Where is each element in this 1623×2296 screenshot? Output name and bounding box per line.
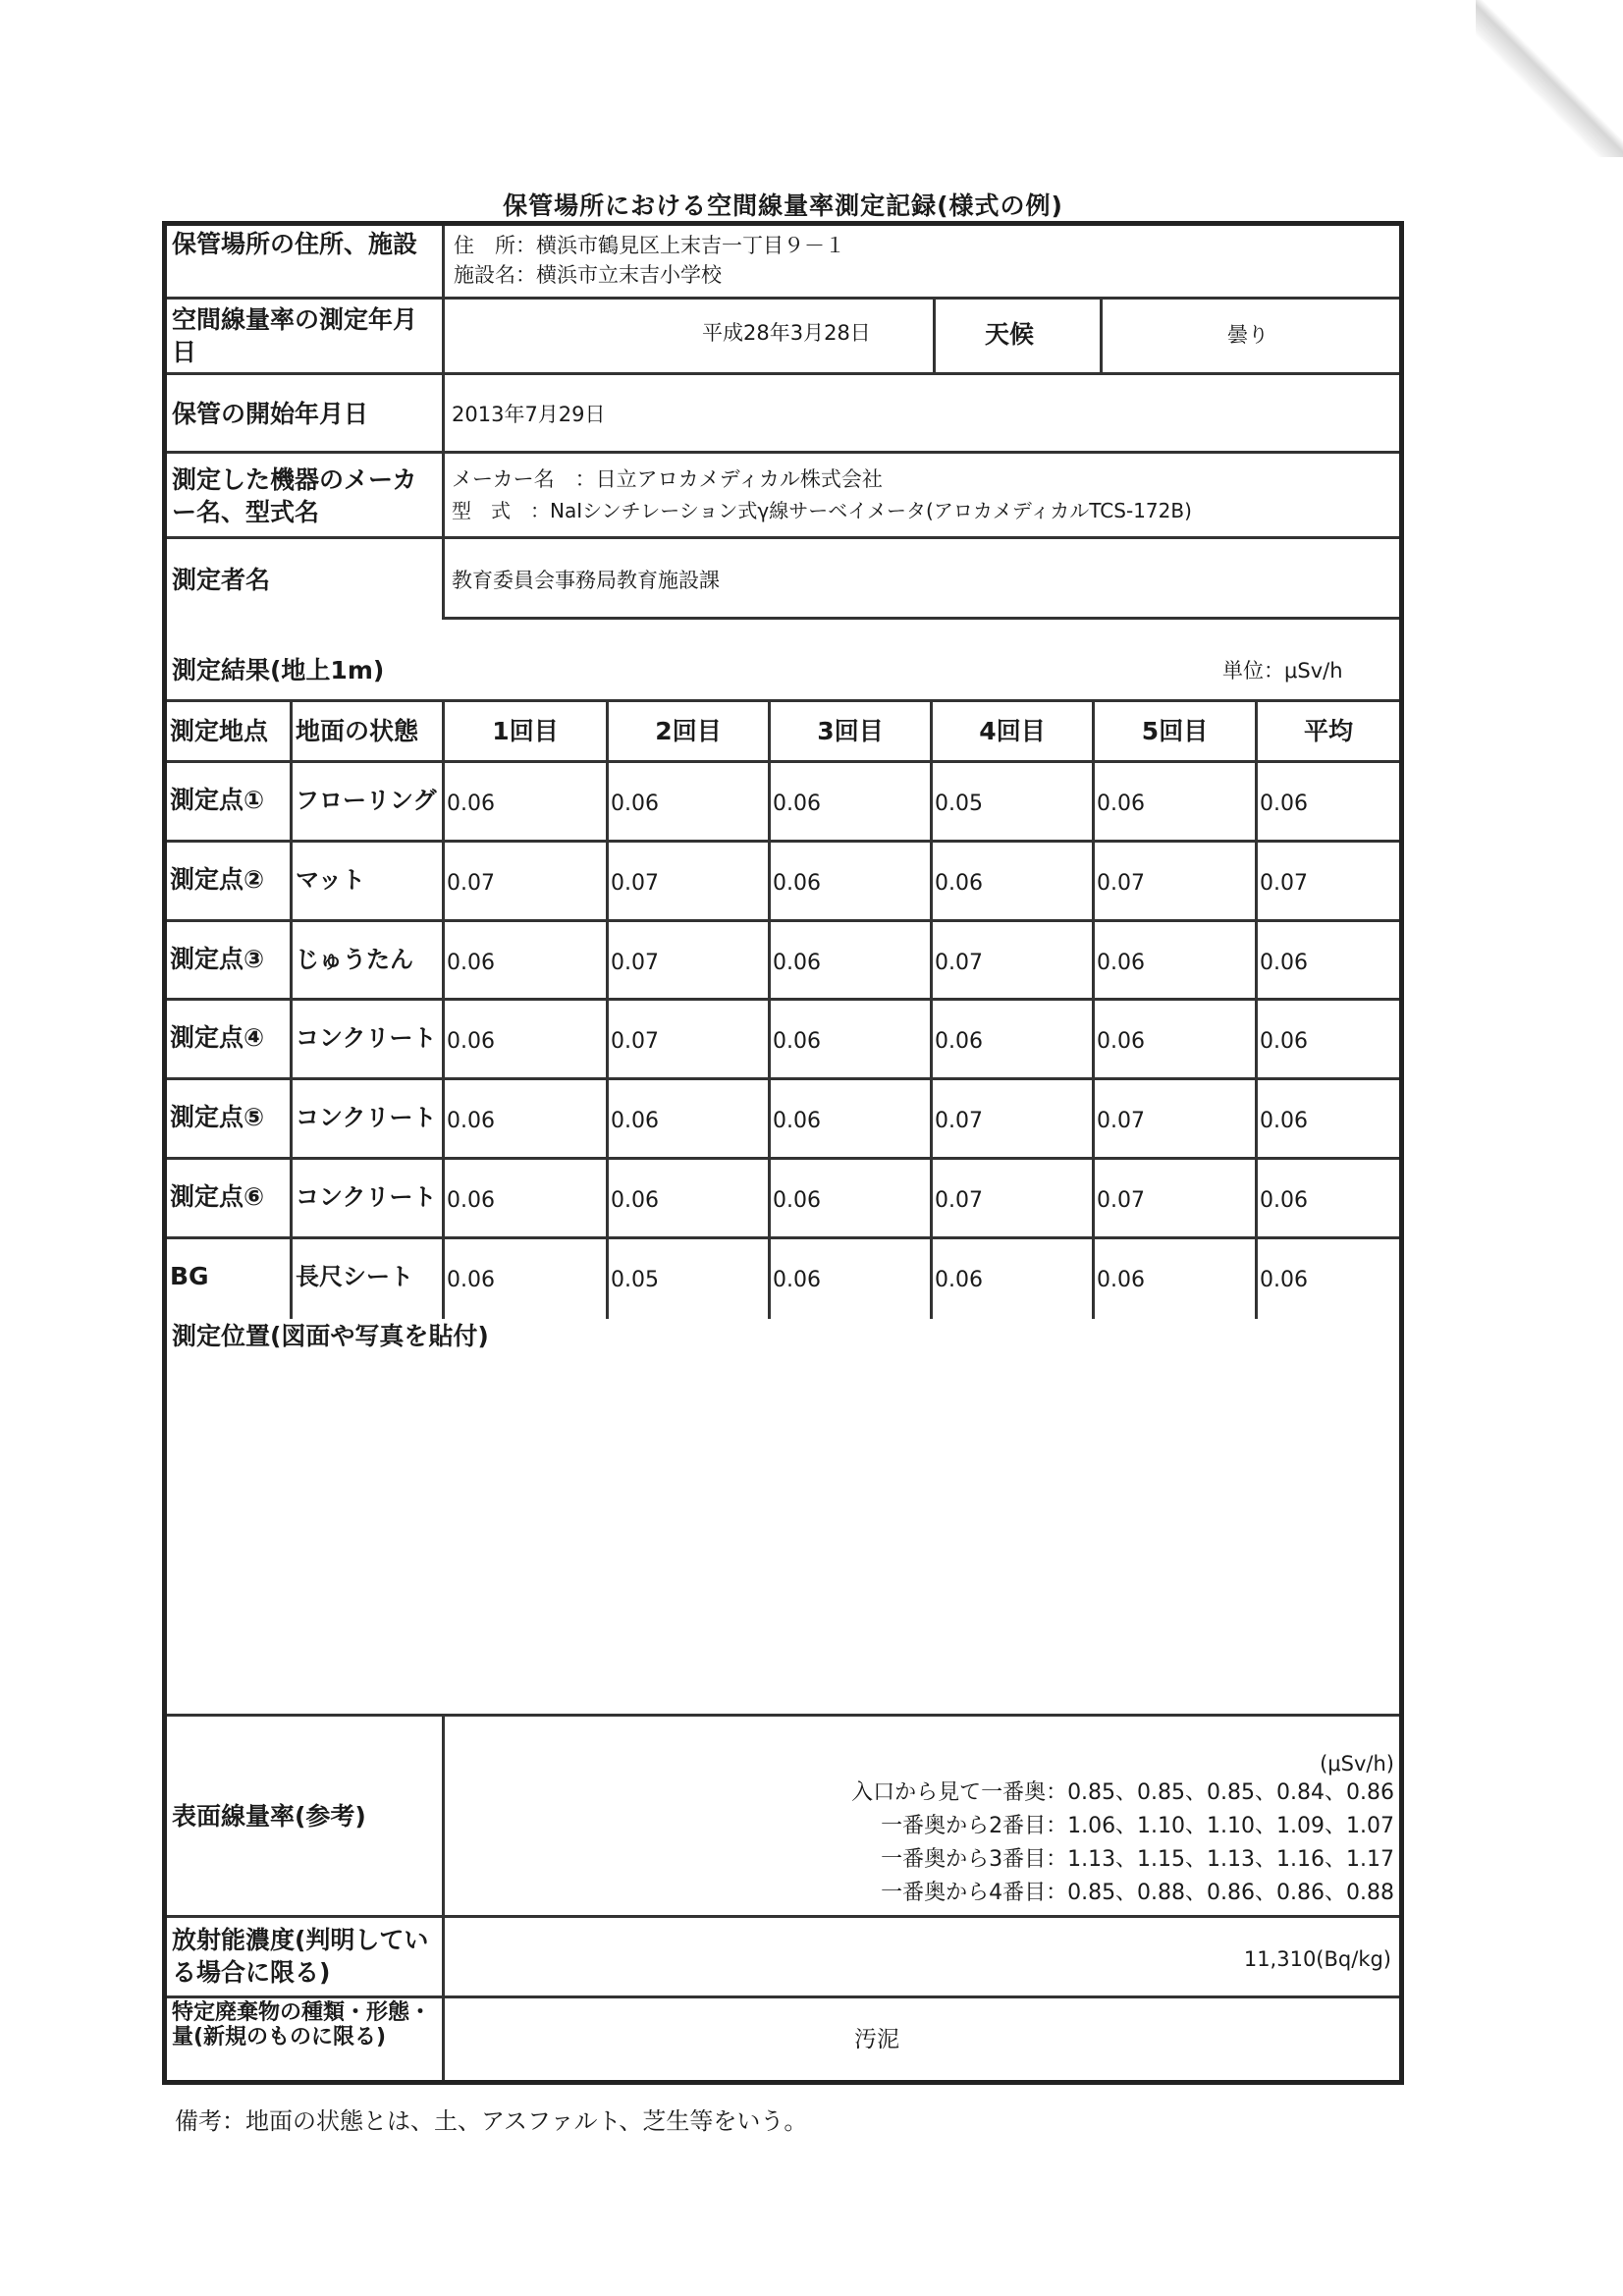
result-value: 0.06 bbox=[611, 792, 659, 816]
surface-unit: (μSv/h) bbox=[1320, 1752, 1394, 1776]
location-address: 住 所：横浜市鶴見区上末吉一丁目９－１ bbox=[454, 234, 845, 257]
measure-date-label: 空間線量率の測定年月日 bbox=[172, 305, 418, 366]
concentration-row bbox=[167, 1918, 1399, 1998]
footnote: 備考：地面の状態とは、土、アスファルト、芝生等をいう。 bbox=[175, 2107, 808, 2135]
result-row bbox=[167, 922, 1399, 1002]
measure-date-row bbox=[167, 300, 1399, 375]
result-row bbox=[167, 1160, 1399, 1239]
result-value: 0.06 bbox=[611, 1188, 659, 1213]
result-point: 測定点④ bbox=[170, 1023, 265, 1053]
result-value: 0.05 bbox=[935, 792, 983, 816]
result-value: 0.06 bbox=[447, 1188, 495, 1213]
result-average: 0.07 bbox=[1260, 870, 1308, 896]
result-value: 0.07 bbox=[611, 950, 659, 975]
record-form bbox=[162, 221, 1404, 2085]
result-value: 0.06 bbox=[935, 1267, 983, 1292]
result-ground: 長尺シート bbox=[296, 1262, 413, 1290]
location-label: 保管場所の住所、施設 bbox=[172, 230, 418, 258]
result-value: 0.05 bbox=[611, 1267, 659, 1292]
result-value: 0.06 bbox=[935, 870, 983, 896]
result-row bbox=[167, 1239, 1399, 1319]
result-point: 測定点⑤ bbox=[170, 1103, 265, 1132]
result-row bbox=[167, 1080, 1399, 1160]
waste-label: 特定廃棄物の種類・形態・量(新規のものに限る) bbox=[172, 2000, 432, 2050]
result-value: 0.07 bbox=[935, 950, 983, 975]
result-value: 0.06 bbox=[773, 950, 821, 975]
result-value: 0.06 bbox=[935, 1029, 983, 1055]
result-point: 測定点⑥ bbox=[170, 1182, 265, 1211]
result-value: 0.06 bbox=[1097, 1029, 1145, 1055]
operator-value: 教育委員会事務局教育施設課 bbox=[452, 569, 720, 592]
waste-row bbox=[167, 1998, 1399, 2080]
result-ground: フローリング bbox=[296, 787, 437, 814]
result-value: 0.06 bbox=[447, 1109, 495, 1134]
position-row bbox=[167, 1319, 1399, 1717]
result-ground: マット bbox=[296, 865, 366, 894]
header-round-1: 1回目 bbox=[492, 717, 559, 745]
surface-label: 表面線量率(参考) bbox=[172, 1802, 366, 1831]
location-facility: 施設名：横浜市立末吉小学校 bbox=[454, 263, 722, 287]
header-point: 測定地点 bbox=[170, 717, 269, 745]
result-ground: じゅうたん bbox=[296, 945, 413, 973]
result-value: 0.07 bbox=[1097, 1188, 1145, 1213]
results-table bbox=[167, 702, 1399, 1319]
results-label: 測定結果(地上1m) bbox=[172, 656, 385, 684]
header-round-3: 3回目 bbox=[817, 717, 884, 745]
result-value: 0.06 bbox=[773, 1029, 821, 1055]
result-point: BG bbox=[170, 1261, 209, 1290]
surface-row bbox=[167, 1717, 1399, 1918]
result-row bbox=[167, 843, 1399, 922]
result-value: 0.06 bbox=[611, 1109, 659, 1134]
result-point: 測定点① bbox=[170, 786, 265, 814]
result-value: 0.07 bbox=[611, 870, 659, 896]
position-label: 測定位置(図面や写真を貼付) bbox=[172, 1322, 489, 1350]
surface-line-1: 入口から見て一番奥：0.85、0.85、0.85、0.84、0.86 bbox=[851, 1780, 1394, 1805]
result-value: 0.07 bbox=[935, 1188, 983, 1213]
instrument-maker: メーカー名 ：日立アロカメディカル株式会社 bbox=[452, 467, 883, 491]
operator-row bbox=[167, 539, 1399, 620]
result-point: 測定点③ bbox=[170, 944, 265, 973]
storage-start-value: 2013年7月29日 bbox=[452, 403, 606, 426]
page-curl bbox=[1476, 0, 1623, 157]
result-value: 0.07 bbox=[447, 870, 495, 896]
header-round-4: 4回目 bbox=[979, 717, 1046, 745]
result-value: 0.06 bbox=[773, 1188, 821, 1213]
results-column-headers bbox=[167, 702, 1399, 763]
results-unit: 単位：μSv/h bbox=[1222, 659, 1343, 683]
concentration-value: 11,310(Bq/kg) bbox=[1243, 1947, 1391, 1971]
result-ground: コンクリート bbox=[296, 1024, 437, 1053]
result-value: 0.07 bbox=[611, 1029, 659, 1055]
result-value: 0.06 bbox=[773, 1109, 821, 1134]
measure-date-value: 平成28年3月28日 bbox=[702, 321, 871, 345]
result-value: 0.06 bbox=[447, 792, 495, 816]
result-value: 0.06 bbox=[773, 870, 821, 896]
result-value: 0.06 bbox=[1097, 1267, 1145, 1292]
result-ground: コンクリート bbox=[296, 1183, 437, 1211]
result-average: 0.06 bbox=[1260, 1029, 1308, 1055]
result-value: 0.06 bbox=[773, 792, 821, 816]
storage-start-row bbox=[167, 375, 1399, 454]
result-value: 0.07 bbox=[935, 1109, 983, 1134]
result-row bbox=[167, 1001, 1399, 1080]
instrument-model: 型 式 ：NaIシンチレーション式γ線サーベイメータ(アロカメディカルTCS-172B) bbox=[452, 499, 1192, 522]
result-average: 0.06 bbox=[1260, 950, 1308, 975]
result-value: 0.06 bbox=[1097, 950, 1145, 975]
result-average: 0.06 bbox=[1260, 1109, 1308, 1134]
result-row bbox=[167, 763, 1399, 843]
result-point: 測定点② bbox=[170, 864, 265, 894]
location-row bbox=[167, 226, 1399, 300]
surface-line-3: 一番奥から3番目：1.13、1.15、1.13、1.16、1.17 bbox=[881, 1847, 1394, 1872]
result-value: 0.06 bbox=[773, 1267, 821, 1292]
result-value: 0.06 bbox=[447, 1029, 495, 1055]
header-round-2: 2回目 bbox=[655, 717, 722, 745]
header-ground: 地面の状態 bbox=[296, 717, 419, 745]
result-average: 0.06 bbox=[1260, 1267, 1308, 1292]
storage-start-label: 保管の開始年月日 bbox=[172, 400, 369, 428]
instrument-row bbox=[167, 454, 1399, 539]
surface-line-4: 一番奥から4番目：0.85、0.88、0.86、0.86、0.88 bbox=[881, 1881, 1394, 1905]
result-value: 0.06 bbox=[447, 950, 495, 975]
weather-value: 曇り bbox=[1227, 323, 1269, 347]
operator-label: 測定者名 bbox=[172, 566, 271, 594]
instrument-label: 測定した機器のメーカー名、型式名 bbox=[172, 465, 417, 526]
header-round-5: 5回目 bbox=[1141, 717, 1209, 745]
result-average: 0.06 bbox=[1260, 792, 1308, 816]
result-average: 0.06 bbox=[1260, 1188, 1308, 1213]
results-header-row bbox=[167, 620, 1399, 702]
result-value: 0.06 bbox=[447, 1267, 495, 1292]
page-title: 保管場所における空間線量率測定記録(様式の例) bbox=[503, 191, 1063, 220]
surface-line-2: 一番奥から2番目：1.06、1.10、1.10、1.09、1.07 bbox=[881, 1814, 1394, 1838]
result-value: 0.07 bbox=[1097, 1109, 1145, 1134]
weather-label: 天候 bbox=[985, 320, 1035, 349]
result-ground: コンクリート bbox=[296, 1104, 437, 1132]
header-average: 平均 bbox=[1303, 717, 1353, 745]
result-value: 0.06 bbox=[1097, 792, 1145, 816]
waste-value: 汚泥 bbox=[854, 2027, 899, 2052]
concentration-label: 放射能濃度(判明している場合に限る) bbox=[172, 1926, 429, 1987]
result-value: 0.07 bbox=[1097, 870, 1145, 896]
